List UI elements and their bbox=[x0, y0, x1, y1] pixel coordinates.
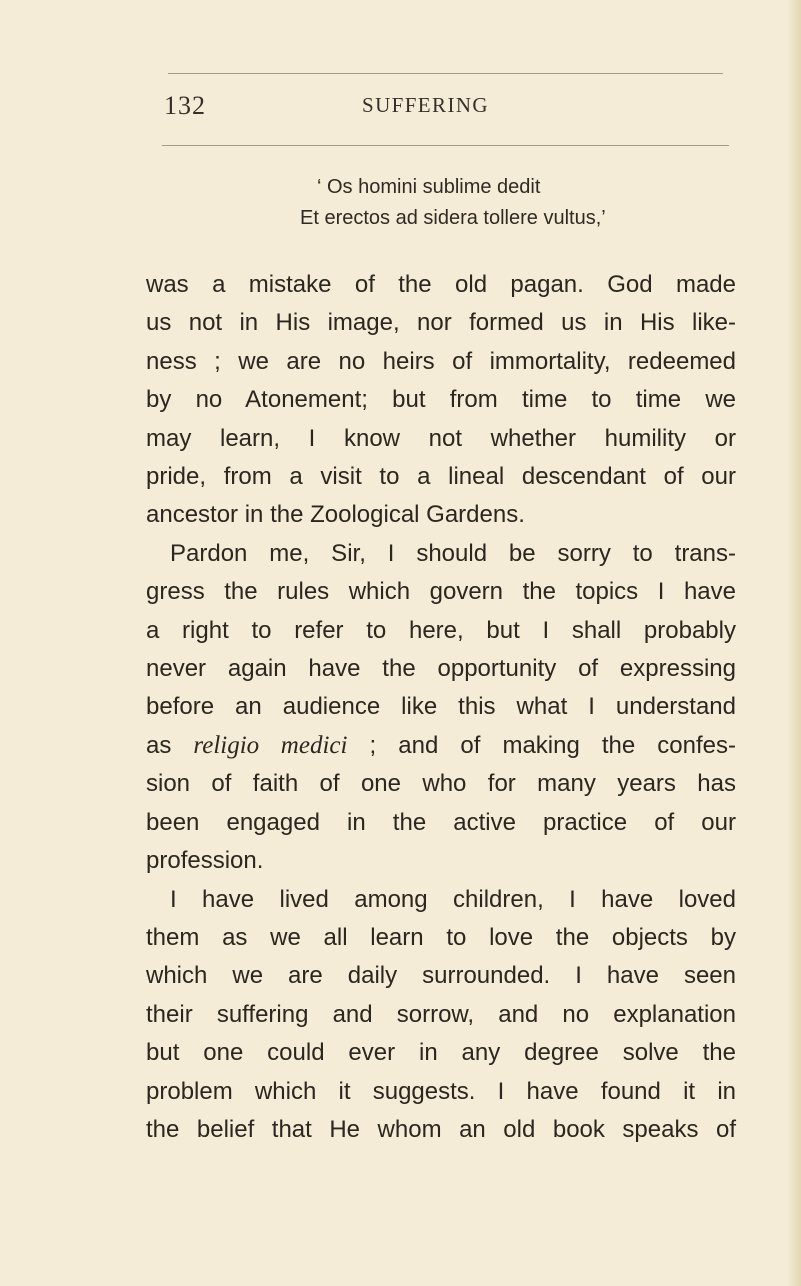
quotation-line: ‘ Os homini sublime dedit bbox=[317, 176, 541, 198]
text-line: their suffering and sorrow, and no explanation bbox=[146, 1000, 736, 1028]
header-top-rule bbox=[168, 73, 723, 74]
text-line: them as we all learn to love the objects by bbox=[146, 923, 736, 951]
text-line: gress the rules which govern the topics I have bbox=[146, 578, 736, 606]
text-line: sion of faith of one who for many years has bbox=[146, 770, 736, 798]
text-line: problem which it suggests. I have found it in bbox=[146, 1077, 736, 1105]
text-line bbox=[146, 727, 736, 765]
text-line: but one could ever in any degree solve the bbox=[146, 1039, 736, 1067]
text-line: pride, from a visit to a lineal descendant of our bbox=[146, 463, 736, 491]
text-line: us not in His image, nor formed us in His like- bbox=[146, 309, 736, 337]
quotation-line: Et erectos ad sidera tollere vultus,’ bbox=[300, 207, 606, 229]
text-line: never again have the opportunity of expressing bbox=[146, 655, 736, 683]
text-line: which we are daily surrounded. I have seen bbox=[146, 962, 736, 990]
text-line: before an audience like this what I understand bbox=[146, 693, 736, 721]
paragraph bbox=[146, 266, 736, 535]
text-line: I have lived among children, I have loved bbox=[170, 885, 736, 913]
italic-phrase: religio medici bbox=[193, 731, 348, 759]
line-prefix: as bbox=[146, 731, 194, 759]
page-number: 132 bbox=[164, 91, 206, 120]
text-line: may learn, I know not whether humility or bbox=[146, 424, 736, 452]
text-line: the belief that He whom an old book speaks of bbox=[146, 1115, 736, 1143]
text-line: a right to refer to here, but I shall probably bbox=[146, 616, 736, 644]
text-line: profession. bbox=[146, 847, 264, 875]
text-line: by no Atonement; but from time to time we bbox=[146, 386, 736, 414]
latin-quotation bbox=[300, 172, 606, 234]
text-line: was a mistake of the old pagan. God made bbox=[146, 271, 736, 298]
running-head: SUFFERING bbox=[362, 93, 489, 117]
body-text bbox=[146, 266, 736, 1149]
page-edge-shadow bbox=[787, 0, 801, 1286]
line-suffix: ; and of making the confes- bbox=[347, 731, 737, 759]
paragraph bbox=[146, 535, 736, 881]
text-line: Pardon me, Sir, I should be sorry to trans- bbox=[170, 539, 736, 567]
text-line: ancestor in the Zoological Gardens. bbox=[146, 501, 525, 529]
text-line: ness ; we are no heirs of immortality, redeemed bbox=[146, 347, 736, 375]
paragraph bbox=[146, 881, 736, 1150]
text-line: been engaged in the active practice of our bbox=[146, 808, 736, 836]
header-bottom-rule bbox=[162, 145, 729, 146]
